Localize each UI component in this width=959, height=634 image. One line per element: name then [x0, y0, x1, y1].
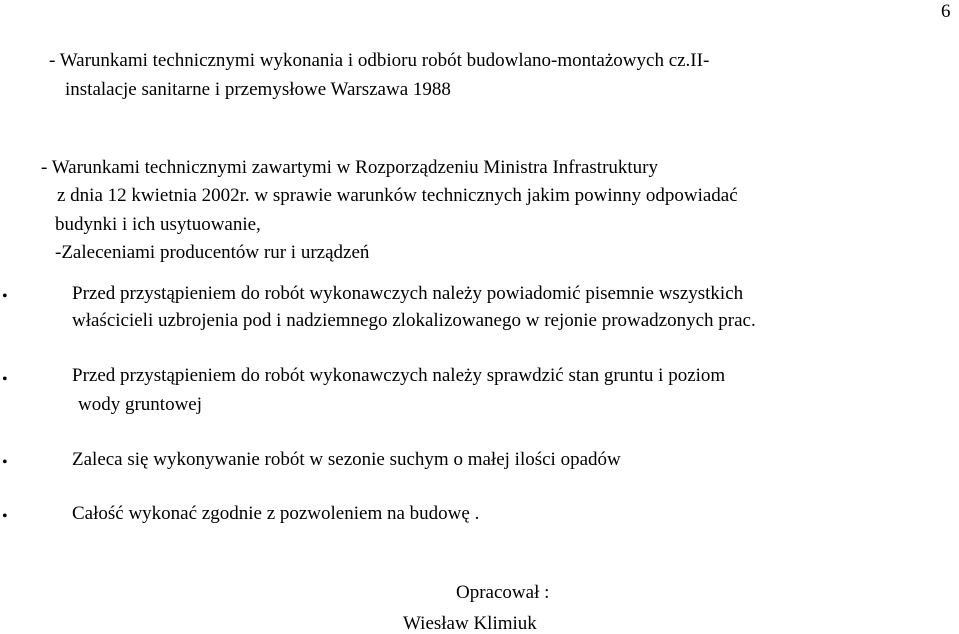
reference-2-line-4: -Zaleceniami producentów rur i urządzeń	[55, 242, 370, 263]
bullet-1-line-1: Przed przystąpieniem do robót wykonawczych należy powiadomić pisemnie wszystkich	[72, 283, 744, 304]
bullet-2-line-2: wody gruntowej	[78, 394, 203, 415]
bullet-3-line-1: Zaleca się wykonywanie robót w sezonie suchym o małej ilości opadów	[72, 449, 621, 470]
bullet-icon: •	[2, 508, 8, 525]
bullet-icon: •	[2, 454, 8, 471]
page-number: 6	[941, 1, 951, 22]
bullet-icon: •	[2, 288, 8, 305]
reference-2-line-3: budynki i ich usytuowanie,	[55, 214, 261, 235]
bullet-4-line-1: Całość wykonać zgodnie z pozwoleniem na budowę .	[72, 503, 480, 524]
signature-name: Wiesław Klimiuk	[403, 613, 537, 634]
reference-1-line-1: - Warunkami technicznymi wykonania i odbioru robót budowlano-montażowych cz.II-	[49, 50, 710, 71]
signature-label: Opracował :	[456, 582, 550, 603]
bullet-2-line-1: Przed przystąpieniem do robót wykonawczych należy sprawdzić stan gruntu i poziom	[72, 365, 726, 386]
reference-2-line-1: - Warunkami technicznymi zawartymi w Rozporządzeniu Ministra Infrastruktury	[41, 157, 658, 178]
bullet-icon: •	[2, 371, 8, 388]
bullet-1-line-2: właścicieli uzbrojenia pod i nadziemnego zlokalizowanego w rejonie prowadzonych prac.	[72, 310, 756, 331]
reference-1-line-2: instalacje sanitarne i przemysłowe Warszawa 1988	[65, 79, 451, 100]
reference-2-line-2: z dnia 12 kwietnia 2002r. w sprawie warunków technicznych jakim powinny odpowiadać	[57, 185, 738, 206]
